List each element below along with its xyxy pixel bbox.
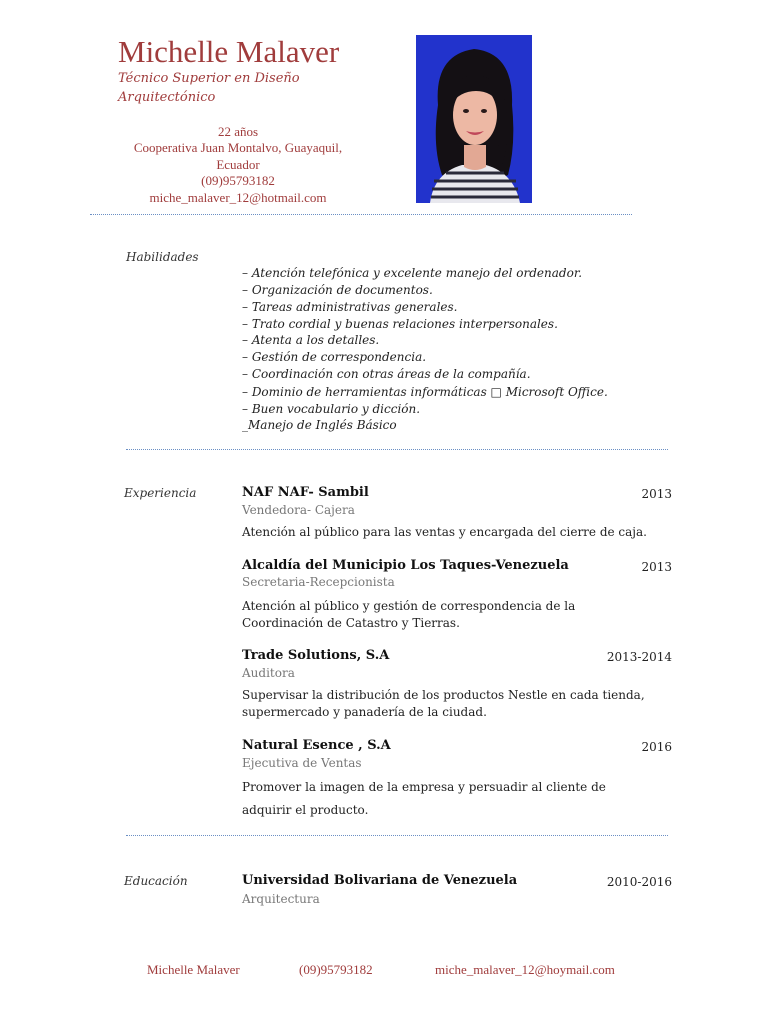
education-school: Universidad Bolivariana de Venezuela — [242, 873, 518, 888]
job-year: 2013 — [641, 560, 672, 574]
skill-item: – Gestión de correspondencia. — [242, 350, 427, 364]
address-line: Cooperativa Juan Montalvo, Guayaquil, — [133, 140, 343, 156]
job-year: 2016 — [641, 740, 672, 754]
job-role: Vendedora- Cajera — [242, 503, 355, 517]
professional-title-continued: Arquitectónico — [118, 90, 216, 105]
profile-photo — [416, 35, 532, 203]
phone-number: (09)95793182 — [201, 173, 275, 189]
contact-block — [118, 124, 358, 206]
email-address: miche_malaver_12@hotmail.com — [149, 189, 327, 205]
skill-item: – Dominio de herramientas informáticas □ Microsoft Office. — [242, 385, 608, 399]
skill-item: _Manejo de Inglés Básico — [242, 418, 397, 432]
footer-email: miche_malaver_12@hoymail.com — [435, 962, 615, 977]
skill-item: – Buen vocabulario y dicción. — [242, 402, 421, 416]
experience-heading: Experiencia — [124, 486, 197, 500]
portrait-illustration — [416, 35, 532, 203]
footer-phone: (09)95793182 — [299, 962, 373, 977]
job-year: 2013 — [641, 487, 672, 501]
skill-item: – Atención telefónica y excelente manejo del ordenador. — [242, 266, 583, 280]
footer-name: Michelle Malaver — [147, 962, 240, 977]
skill-item: – Coordinación con otras áreas de la compañía. — [242, 367, 531, 381]
skill-item: – Organización de documentos. — [242, 283, 433, 297]
education-years: 2010-2016 — [606, 875, 672, 889]
job-company: NAF NAF- Sambil — [242, 485, 369, 500]
skill-item: – Trato cordial y buenas relaciones interpersonales. — [242, 317, 558, 331]
skill-item: – Atenta a los detalles. — [242, 333, 380, 347]
education-field: Arquitectura — [242, 892, 320, 906]
address-country: Ecuador — [216, 156, 260, 172]
skills-heading: Habilidades — [126, 250, 199, 264]
job-company: Natural Esence , S.A — [242, 738, 391, 753]
age: 22 años — [217, 124, 259, 139]
job-description: Promover la imagen de la empresa y persuadir al cliente de adquirir el producto. — [242, 780, 606, 817]
skills-separator — [126, 449, 668, 450]
professional-title: Técnico Superior en Diseño — [118, 71, 300, 86]
job-role: Ejecutiva de Ventas — [242, 756, 362, 770]
job-description: Supervisar la distribución de los productos Nestle en cada tienda, supermercado y panadería de la ciudad. — [242, 688, 645, 719]
header-separator — [90, 214, 632, 215]
job-role: Secretaria-Recepcionista — [242, 575, 395, 589]
candidate-name: Michelle Malaver — [118, 34, 340, 69]
job-description: Atención al público para las ventas y encargada del cierre de caja. — [242, 525, 647, 539]
experience-separator — [126, 835, 668, 836]
job-role: Auditora — [242, 666, 295, 680]
education-heading: Educación — [124, 874, 188, 888]
job-year: 2013-2014 — [606, 650, 672, 664]
skill-item: – Tareas administrativas generales. — [242, 300, 458, 314]
job-description: Atención al público y gestión de correspondencia de la Coordinación de Catastro y Tierras. — [242, 599, 576, 630]
job-company: Alcaldía del Municipio Los Taques-Venezuela — [242, 558, 569, 573]
job-company: Trade Solutions, S.A — [242, 648, 390, 663]
